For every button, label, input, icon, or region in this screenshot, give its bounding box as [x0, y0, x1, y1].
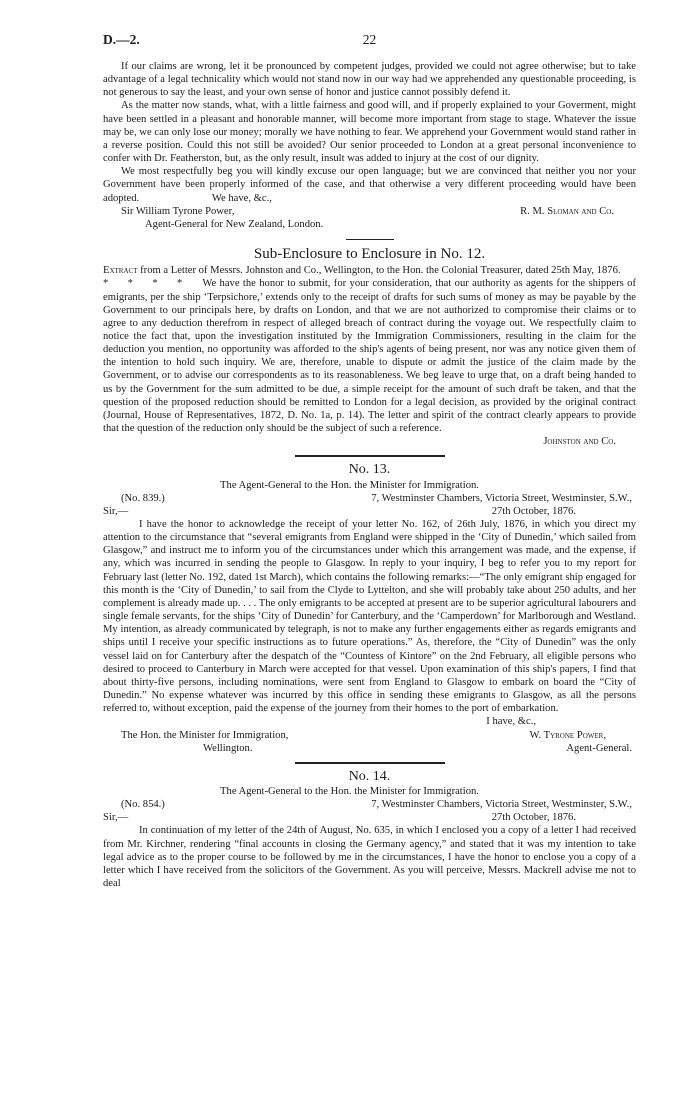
extract-caption [103, 264, 636, 277]
salutation-row [103, 505, 636, 518]
letter-number: No. 13. [348, 462, 391, 478]
letter-subtitle: The Agent-General to the Hon. the Minister for Immigration. [220, 785, 479, 797]
document-reference: D.—2. [103, 32, 140, 47]
signer: R. M. Sloman and Co. [520, 205, 614, 217]
letter-date: 27th October, 1876. [491, 505, 576, 517]
letter-subtitle: The Agent-General to the Hon. the Minister for Immigration. [220, 479, 479, 491]
signature-row [103, 729, 636, 742]
divider [295, 762, 445, 764]
paragraph: In continuation of my letter of the 24th of August, No. 635, in which I enclosed you a copy of a letter I had received from Mr. Kirchner, rendering “final accounts in closing the Germany agency,” and stated that it was my intention to take legal advice as to the proper course to be followed by me in the circumstances, I have the honor to enclose you a copy of a letter which I have received from the solicitors of the Government. As you will perceive, Messrs. Mackrell advise me not to deal [103, 825, 636, 890]
document-body [103, 60, 636, 890]
letter-address: 7, Westminster Chambers, Victoria Street, Westminster, S.W., [371, 492, 632, 504]
page-number: 22 [362, 32, 377, 47]
paragraph-text: We most respectfully beg you will kindly excuse our open language; but we are convinced that neither you nor your Government have been properly informed of the case, and that otherwise a very different proceeding would have been adopted. [103, 166, 636, 204]
paragraph [103, 165, 636, 204]
signer: Johnston and Co. [543, 436, 616, 448]
salutation: Sir,— [103, 812, 129, 824]
closing: I have, &c., [486, 716, 536, 728]
divider [346, 239, 394, 240]
paragraph-text: We have the honor to submit, for your consideration, that our authority as agents for the shippers of emigrants, per the ship ‘Terpsichore,’ extends only to the receipt of drafts for such sums of money as may be payable by the Government to our principals here, by drafts on London, and that we are not authorized to compromise their claims or to agree to any deduction therefrom in respect of alleged breach of contract during the voyage out. We respectfully claim to notice the fact that, upon the investigation instituted by the Immigration Commissioners, resulting in the claim for the deduction you mention, no opportunity was afforded to the ship's agents of being present, nor was any notice given them of the intention to hold such inquiry. We are, therefore, unable to dispute or admit the justice of the claim made by the Government, or to advise our correspondents as to its reasonableness. We beg leave to urge that, on a draft being handed to us by the Government for the sum admitted to be due, a simple receipt for the amount of such draft be taken, and that the question of the proposed reduction should be remitted to London for a legal decision, as provided by the original contract (Journal, House of Representatives, 1872, D. No. 1a, p. 14). The letter and spirit of the contract clearly appears to provide that the question of the reduction only should be the subject of such a reference. [103, 278, 636, 435]
addressee: The Hon. the Minister for Immigration, [121, 729, 289, 741]
letter-address: 7, Westminster Chambers, Victoria Street, Westminster, S.W., [371, 799, 632, 811]
asterisks: * * * * [103, 278, 191, 290]
page-header [103, 32, 636, 48]
paragraph: As the matter now stands, what, with a little fairness and good will, and if properly explained to your Goverment, might have been settled in a pleasant and honorable manner, will become more important from stage to stage. Whatever the issue may be, we can only lose our money; morally we have nothing to fear. We apprehend your Government would stand rather in a reverse position. Could this not still be avoided? Our senior proceeded to London at a great personal inconvenience to confer with Dr. Featherston, but, as the only result, insult was added to injury at the cost of our dignity. [103, 100, 636, 165]
letter-date: 27th October, 1876. [491, 812, 576, 824]
addressee-title: Agent-General for New Zealand, London. [145, 218, 324, 230]
paragraph [103, 277, 636, 435]
closing: We have, &c., [211, 192, 272, 204]
signer-title: Agent-General. [566, 742, 632, 754]
paragraph: I have the honor to acknowledge the receipt of your letter No. 162, of 26th July, 1876, in which you direct my attention to the circumstance that “several emigrants from England were shipped in the ‘City of Dunedin,’ which sailed from Glasgow,” and instruct me to inform you of the circumstances under which this arrangement was made, and the expense, if any, which was incurred in sending the people to Glasgow. In reply to your inquiry, I beg to refer you to my report for February last (letter No. 192, dated 1st March), which contains the following remarks:—“The only emigrant ship engaged for this month is the ‘City of Dunedin,’ to sail from the Clyde to Lyttelton, and she will probably take about 250 adults, and her complement is already made up. . . . The only emigrants to be accepted at present are to be superior agricultural labourers and single female servants, for the ships ‘City of Dunedin’ for Canterbury, and the ‘Camperdown’ for Marlborough and Westland. My intention, as already communicated by telegraph, is not to make any further engagements either as regards emigrants and ships until I receive your specific instructions as to future operations.” As, therefore, the “City of Dunedin” was the only vessel laid on for Canterbury after the despatch of the “Countess of Kintore” on the 2nd February, all eligible persons who desired to proceed to Canterbury in March were accepted for that vessel. Upon examination of this ship's papers, I find that about thirty-five persons, including nominations, were sent from England to Glasgow to embark on board the “City of Dunedin.” No expense whatever was incurred by this office in sending these emigrants to Glasgow, as all the persons referred to, without exception, paid the expense of the journey from their homes to the port of embarkation. [103, 519, 636, 715]
paragraph: If our claims are wrong, let it be pronounced by competent judges, provided we could not agree otherwise; but to take advantage of a legal technicality which would not stand now in our way had we apprehended any questionable proceeding, is not generous to say the least, and your own sense of honor and justice cannot possibly defend it. [103, 61, 636, 99]
salutation-row [103, 811, 636, 824]
addressee-place: Wellington. [203, 742, 253, 754]
salutation: Sir,— [103, 505, 129, 517]
letter-number: No. 14. [348, 768, 391, 784]
extract-text: from a Letter of Messrs. Johnston and Co., Wellington, to the Hon. the Colonial Treasurer, dated 25th May, 1876. [140, 265, 621, 277]
section-heading: Sub-Enclosure to Enclosure in No. 12. [253, 246, 486, 263]
extract-label: Extract [103, 265, 138, 277]
signature-row [103, 742, 636, 755]
letter-ref-row [103, 798, 636, 811]
letter-ref: (No. 854.) [121, 799, 165, 811]
signer: W. Tyrone Power, [529, 729, 606, 741]
letter-ref: (No. 839.) [121, 492, 165, 504]
signature-row [103, 205, 636, 218]
addressee: Sir William Tyrone Power, [121, 205, 235, 217]
letter-ref-row [103, 492, 636, 505]
divider [295, 455, 445, 457]
